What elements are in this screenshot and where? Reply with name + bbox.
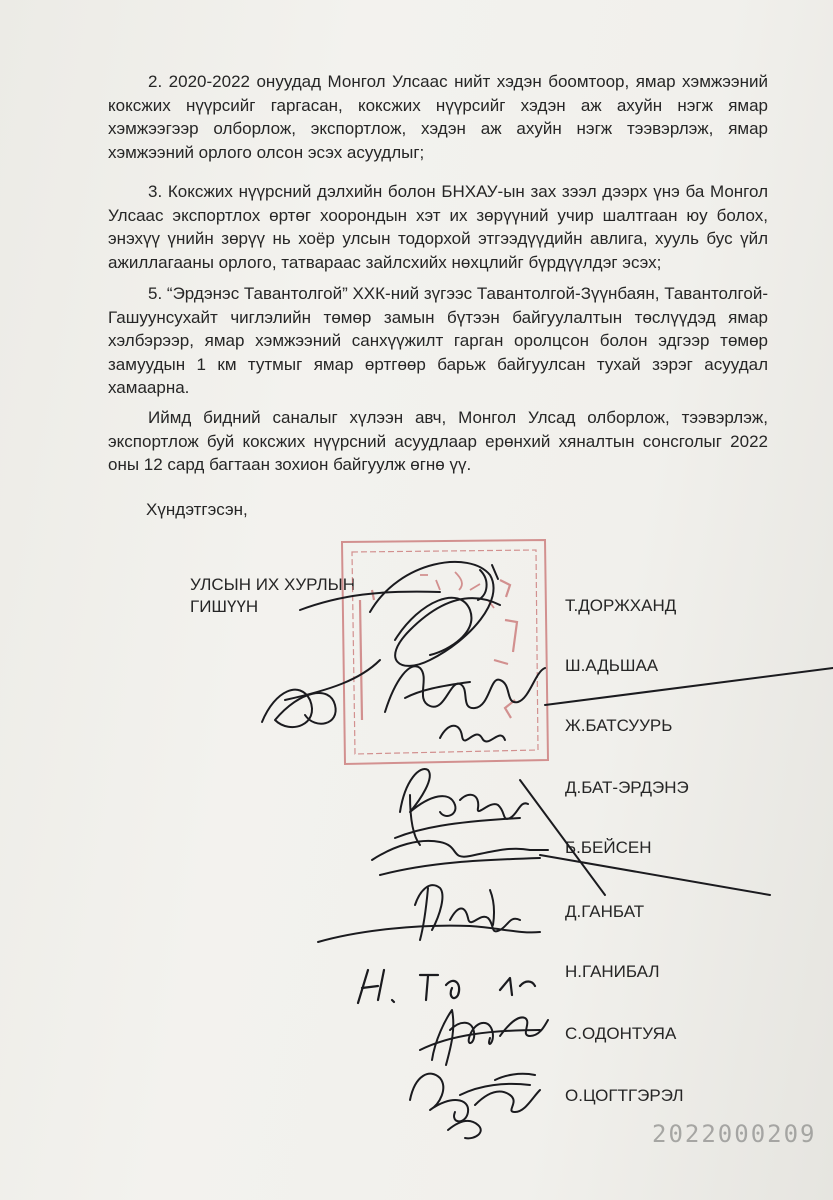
member-name: С.ОДОНТУЯА: [565, 1024, 677, 1043]
member-name: Н.ГАНИБАЛ: [565, 962, 660, 981]
red-stamp: [342, 540, 548, 764]
member-name: Д.ГАНБАТ: [565, 902, 645, 921]
greeting: Хүндэтгэсэн,: [146, 500, 248, 519]
member-name: Ш.АДЬШАА: [565, 656, 659, 675]
signature-4: [318, 885, 540, 942]
signature-7: [410, 1074, 540, 1139]
paragraph-item-2: 2. 2020-2022 онуудад Монгол Улсаас нийт хэдэн боомтоор, ямар хэмжээний коксжих нүүрсийг гаргасан, коксжих нүүрсийг хэдэн аж ахуйн нэгж ямар хэмжээгээр олборлож, экспортлож, хэдэн аж ахуйн нэгж тээвэрлэж, ямар хэмжээний орлого олсон эсэх асуудлыг;: [108, 72, 768, 162]
member-name: Т.ДОРЖХАНД: [565, 596, 677, 615]
member-name: Ж.БАТСУУРЬ: [565, 716, 673, 735]
paragraph-request: Иймд бидний саналыг хүлээн авч, Монгол Улсад олборлож, тээвэрлэж, экспортлож буй коксжих нүүрсний асуудлаар ерөнхий хяналтын сонсголыг 2022 оны 12 сард багтаан зохион байгуулж өгнө үү.: [108, 408, 768, 474]
member-name: Б.БЕЙСЕН: [565, 838, 652, 857]
member-name: О.ЦОГТГЭРЭЛ: [565, 1086, 684, 1105]
document-number: 2022000209: [652, 1120, 817, 1148]
paragraph-item-3: 3. Коксжих нүүрсний дэлхийн болон БНХАУ-ын зах зээл дээрх үнэ ба Монгол Улсаас экспортлох өртөг хоорондын хэт их зөрүүний учир шалтгаан юу болох, энэхүү үнийн зөрүү нь хоёр улсын тодорхой этгээдүүдийн авлига, хууль бус үйл ажиллагааны орлого, татвараас зайлсхийх нөхцлийг бүрдүүлдэг эсэх;: [108, 182, 768, 272]
signature-5: [358, 970, 535, 1003]
organization-line-2: ГИШҮҮН: [190, 597, 259, 616]
signature-6: [420, 1010, 548, 1065]
member-name: Д.БАТ-ЭРДЭНЭ: [565, 778, 689, 797]
organization-line-1: УЛСЫН ИХ ХУРЛЫН: [190, 575, 356, 594]
paragraph-item-5: 5. “Эрдэнэс Тавантолгой” ХХК-ний зүгээс Тавантолгой-Зүүнбаян, Тавантолгой-Гашуунсухайт чиглэлийн төмөр замын бүтээн байгуулалтын төслүүдэд ямар хэлбэрээр, ямар хэмжээний санхүүжилт гарган оролцсон болон эдгээр төмөр замуудын 1 км тутмыг ямар өртгөөр барьж байгуулсан тухай зэрэг асуудал хамаарна.: [108, 284, 768, 397]
organization-title: [190, 574, 355, 618]
signature-2: [262, 660, 833, 741]
